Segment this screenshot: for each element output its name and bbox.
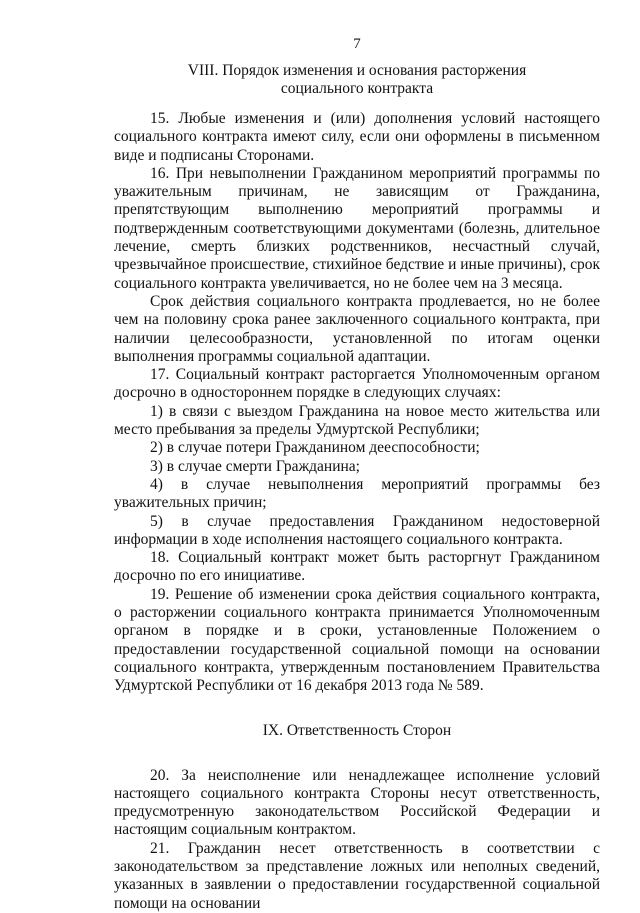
clause-17-item-4: 4) в случае невыполнения мероприятий программы без уважительных причин; bbox=[114, 475, 600, 512]
clause-19: 19. Решение об изменении срока действия социального контракта, о расторжении социального контракта принимается Уполномоченным органом в порядке и в сроки, установленные Положением о предоставлении государственной социальной помощи на основании социального контракта, утвержденным постановлением Правительства Удмуртской Республики от 16 декабря 2013 года № 589. bbox=[114, 585, 600, 695]
clause-15: 15. Любые изменения и (или) дополнения условий настоящего социального контракта имеют силу, если они оформлены в письменном виде и подписаны Сторонами. bbox=[114, 110, 600, 164]
clause-21: 21. Гражданин несет ответственность в соответствии с законодательством за представление ложных или неполных сведений, указанных в заявлении о предоставлении государственной социальной помощи на основании bbox=[114, 839, 600, 912]
clause-20: 20. За неисполнение или ненадлежащее исполнение условий настоящего социального контракта Стороны несут ответственность, предусмотренную законодательством Российской Федерации и настоящим социальным контрактом. bbox=[114, 766, 600, 839]
clause-17-item-1: 1) в связи с выездом Гражданина на новое место жительства или место пребывания за пределы Удмуртской Республики; bbox=[114, 402, 600, 439]
section-8-title-line-2: социального контракта bbox=[280, 80, 434, 97]
clause-16-extension: Срок действия социального контракта продлевается, но не более чем на половину срока ранее заключенного социального контракта, при наличии целесообразности, установленной по итогам оценки выполнения программы социальной адаптации. bbox=[114, 292, 600, 365]
clause-17-item-2: 2) в случае потери Гражданином дееспособности; bbox=[150, 439, 480, 457]
clause-17: 17. Социальный контракт расторгается Уполномоченным органом досрочно в одностороннем порядке в следующих случаях: bbox=[114, 366, 600, 402]
clause-16: 16. При невыполнении Гражданином мероприятий программы по уважительным причинам, не зависящим от Гражданина, препятствующим выполнению мероприятий программы и подтвержденным соответствующими документами (болезнь, длительное лечение, смерть близких родственников, несчастный случай, чрезвычайное происшествие, стихийное бедствие и иные причины), срок социального контракта увеличивается, но не более чем на 3 месяца. bbox=[114, 164, 600, 292]
clause-18: 18. Социальный контракт может быть расторгнут Гражданином досрочно по его инициативе. bbox=[114, 549, 600, 585]
clause-17-item-3: 3) в случае смерти Гражданина; bbox=[150, 457, 360, 475]
section-9-title: IX. Ответственность Сторон bbox=[262, 721, 452, 739]
clause-17-item-5: 5) в случае предоставления Гражданином недостоверной информации в ходе исполнения настоящего социального контракта. bbox=[114, 512, 600, 548]
section-8-title-line-1: VIII. Порядок изменения и основания расторжения bbox=[187, 62, 527, 79]
page-number: 7 bbox=[353, 36, 361, 52]
section-8-title bbox=[114, 62, 600, 98]
